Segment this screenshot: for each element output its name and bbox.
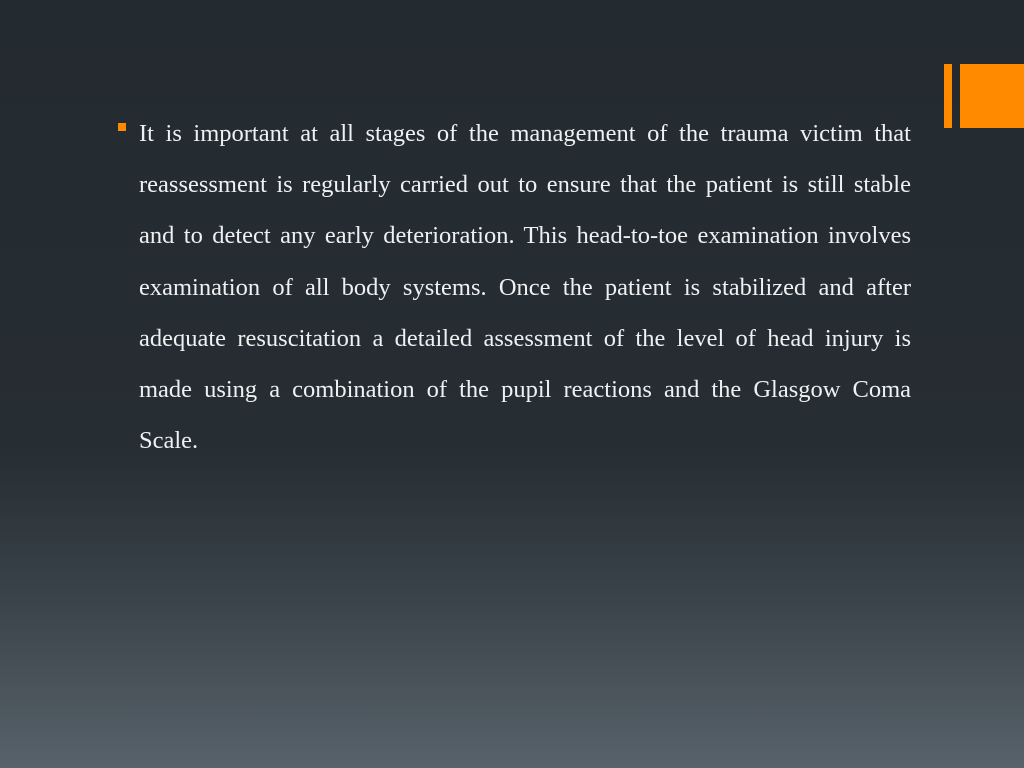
slide-content	[118, 108, 918, 466]
accent-bar-thick	[960, 64, 1024, 128]
square-bullet-icon	[118, 123, 126, 131]
bullet-item	[118, 108, 918, 466]
bullet-text: It is important at all stages of the management of the trauma victim that reassessment is regularly carried out to ensure that the patient is still stable and to detect any early deterioration. This head-to-toe examination involves examination of all body systems. Once the patient is stabilized and after adequate resuscitation a detailed assessment of the level of head injury is made using a combination of the pupil reactions and the Glasgow Coma Scale.	[139, 120, 911, 455]
accent-bar-thin	[944, 64, 952, 128]
